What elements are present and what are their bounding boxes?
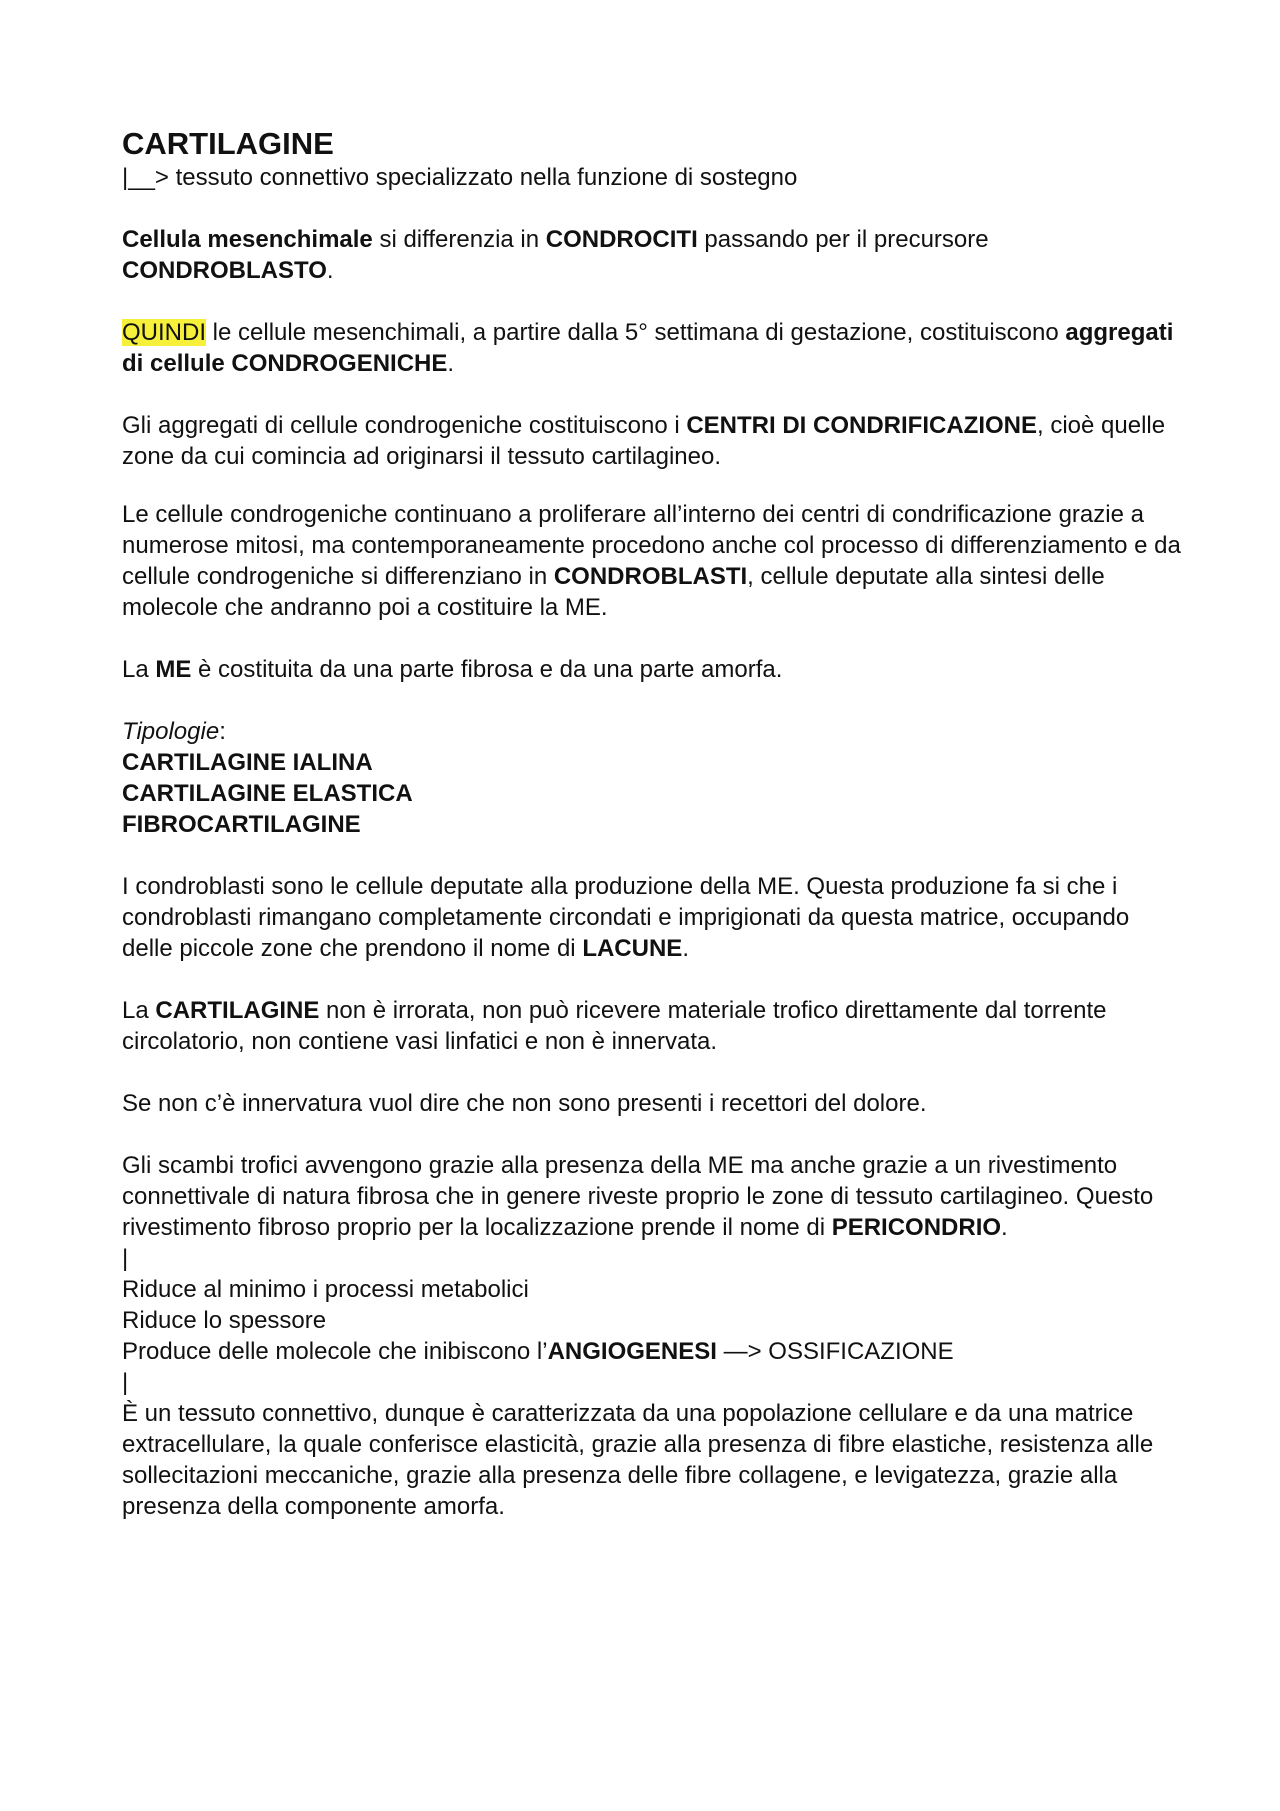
list-item: Riduce lo spessore — [122, 1307, 327, 1334]
paragraph-centri: Gli aggregati di cellule condrogeniche costituiscono i CENTRI DI CONDRIFICAZIONE, cioè quelle zone da cui comincia ad originarsi il tessuto cartilagineo. — [122, 412, 1166, 470]
paragraph-conclusione: È un tessuto connettivo, dunque è caratterizzata da una popolazione cellulare e da una matrice extracellulare, la quale conferisce elasticità, grazie alla presenza di fibre elastiche, resistenza alle sollecitazioni meccaniche, grazie alla presenza delle fibre collagene, e levigatezza, grazie alla presenza della componente amorfa. — [122, 1400, 1154, 1520]
paragraph-me: La ME è costituita da una parte fibrosa e da una parte amorfa. — [122, 656, 783, 683]
type-item: CARTILAGINE ELASTICA — [122, 780, 413, 807]
type-item: CARTILAGINE IALINA — [122, 749, 373, 776]
highlighted-word: QUINDI — [122, 319, 206, 346]
type-item: FIBROCARTILAGINE — [122, 811, 361, 838]
list-item: Produce delle molecole che inibiscono l’ANGIOGENESI —> OSSIFICAZIONE — [122, 1338, 954, 1365]
paragraph-pericondrio: Gli scambi trofici avvengono grazie alla presenza della ME ma anche grazie a un rivestimento connettivale di natura fibrosa che in genere riveste proprio le zone di tessuto cartilagineo. Questo rivestimento fibroso proprio per la localizzazione prende il nome di PERICONDRIO. — [122, 1152, 1154, 1241]
list-item: Riduce al minimo i processi metabolici — [122, 1276, 529, 1303]
paragraph-proliferazione: Le cellule condrogeniche continuano a proliferare all’interno dei centri di condrificazione grazie a numerose mitosi, ma contemporaneamente procedono anche col processo di differenziamento e da cellule condrogeniche si differenziano in CONDROBLASTI, cellule deputate alla sintesi delle molecole che andranno poi a costituire la ME. — [122, 501, 1181, 621]
subtitle: |__> tessuto connettivo specializzato nella funzione di sostegno — [122, 164, 798, 191]
paragraph-innervatura: Se non c’è innervatura vuol dire che non sono presenti i recettori del dolore. — [122, 1090, 927, 1117]
page-title: CARTILAGINE — [122, 126, 334, 161]
paragraph-lacune: I condroblasti sono le cellule deputate alla produzione della ME. Questa produzione fa si che i condroblasti rimangano completamente circondati e imprigionati da questa matrice, occupando delle piccole zone che prendono il nome di LACUNE. — [122, 873, 1130, 962]
connector-bar: | — [122, 1369, 129, 1396]
paragraph-quindi: QUINDI le cellule mesenchimali, a partire dalla 5° settimana di gestazione, costituiscono aggregati di cellule CONDROGENICHE. — [122, 319, 1174, 377]
connector-bar: | — [122, 1245, 129, 1272]
document-body — [122, 126, 1182, 1522]
paragraph-irrorata: La CARTILAGINE non è irrorata, non può ricevere materiale trofico direttamente dal torrente circolatorio, non contiene vasi linfatici e non è innervata. — [122, 997, 1107, 1055]
paragraph-mesenchimale: Cellula mesenchimale si differenzia in CONDROCITI passando per il precursore CONDROBLASTO. — [122, 226, 989, 284]
types-label: Tipologie: — [122, 718, 226, 745]
